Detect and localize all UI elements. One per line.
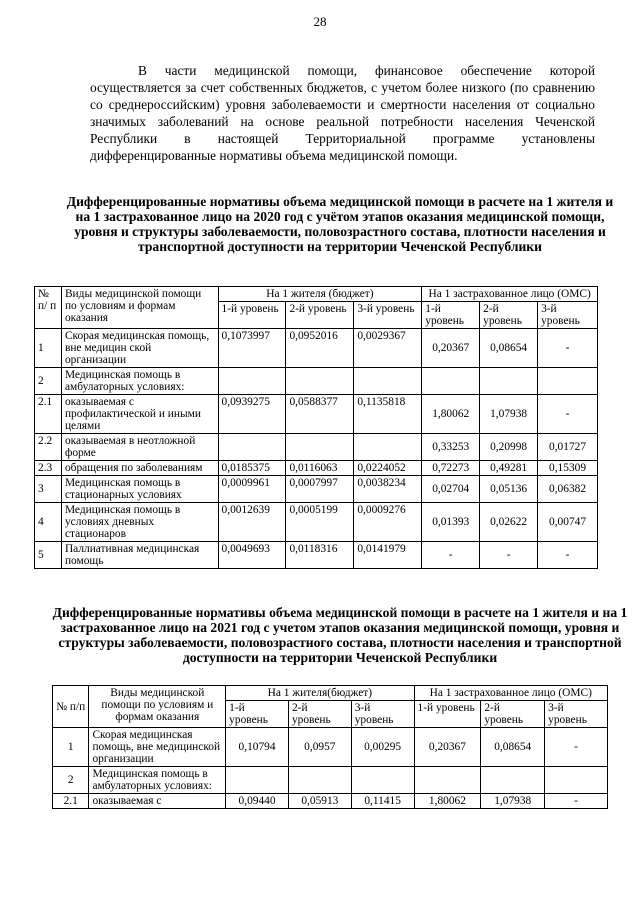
- cell-o3: -: [538, 329, 598, 368]
- cell-b2: 0,0116063: [286, 461, 354, 476]
- cell-b2: [286, 368, 354, 395]
- table-row: [35, 368, 598, 395]
- cell-b1: 0,0939275: [218, 395, 286, 434]
- header-level: 1-й уровень: [218, 302, 286, 329]
- cell-b1: 0,0185375: [218, 461, 286, 476]
- header-level: 3-й уровень: [538, 302, 598, 329]
- cell-o2: -: [480, 542, 538, 569]
- cell-o1: 1,80062: [422, 395, 480, 434]
- header-level: 1-й уровень: [422, 302, 480, 329]
- cell-o1: -: [422, 542, 480, 569]
- row-num: 1: [53, 728, 89, 767]
- header-level: 3-й уровень: [545, 701, 608, 728]
- row-name: Медицинская помощь в амбулаторных условиях:: [61, 368, 218, 395]
- cell-o3: 0,15309: [538, 461, 598, 476]
- cell-o2: 0,05136: [480, 476, 538, 503]
- header-level: 3-й уровень: [354, 302, 422, 329]
- cell-o3: -: [545, 728, 608, 767]
- cell-o2: [480, 368, 538, 395]
- cell-o1: 0,01393: [422, 503, 480, 542]
- page-number: 28: [313, 14, 327, 29]
- table-row: [35, 503, 598, 542]
- row-name: Скорая медицинская помощь, вне медицин ской организации: [61, 329, 218, 368]
- row-name: оказываемая с: [89, 794, 226, 809]
- header-level: 1-й уровень: [414, 701, 481, 728]
- header-level: 2-й уровень: [480, 302, 538, 329]
- row-name: Медицинская помощь в стационарных условиях: [61, 476, 218, 503]
- cell-b2: [286, 434, 354, 461]
- cell-o3: -: [545, 794, 608, 809]
- cell-b3: 0,1135818: [354, 395, 422, 434]
- cell-b3: 0,0224052: [354, 461, 422, 476]
- table-row: [35, 395, 598, 434]
- cell-o2: 0,08654: [481, 728, 545, 767]
- row-num: 2.3: [35, 461, 62, 476]
- cell-b3: 0,0141979: [354, 542, 422, 569]
- table-2020: [34, 286, 598, 569]
- row-name: оказываемая в неотложной форме: [61, 434, 218, 461]
- cell-o3: [538, 368, 598, 395]
- cell-b3: 0,0038234: [354, 476, 422, 503]
- cell-o3: [545, 767, 608, 794]
- header-type: Виды медицинской помощи по условиям и формам оказания: [89, 686, 226, 728]
- row-name: Медицинская помощь в амбулаторных условиях:: [89, 767, 226, 794]
- row-num: 5: [35, 542, 62, 569]
- row-num: 2: [53, 767, 89, 794]
- cell-o2: 0,49281: [480, 461, 538, 476]
- cell-b3: [354, 434, 422, 461]
- cell-b2: 0,0005199: [286, 503, 354, 542]
- cell-b2: 0,0957: [288, 728, 351, 767]
- table-row: [35, 476, 598, 503]
- row-num: 2.1: [53, 794, 89, 809]
- table-2021: [52, 685, 608, 809]
- cell-b1: [226, 767, 289, 794]
- header-level: 1-й уровень: [226, 701, 289, 728]
- header-level: 2-й уровень: [481, 701, 545, 728]
- row-num: 4: [35, 503, 62, 542]
- header-budget: На 1 жителя(бюджет): [226, 686, 414, 701]
- cell-b3: 0,0009276: [354, 503, 422, 542]
- cell-b1: 0,09440: [226, 794, 289, 809]
- header-level: 2-й уровень: [286, 302, 354, 329]
- row-name: Скорая медицинская помощь, вне медицинской организации: [89, 728, 226, 767]
- cell-b1: [218, 368, 286, 395]
- cell-o1: [422, 368, 480, 395]
- cell-b2: 0,05913: [288, 794, 351, 809]
- intro-paragraph: В части медицинской помощи, финансовое обеспечение которой осуществляется за счет собственных бюджетов, с учетом более низкого (по сравнению со среднероссийским) уровня заболеваемости и смертности населения от социально значимых заболеваний на основе реальной потребности населения Чеченской Республики в настоящей Территориальной программе установлены дифференцированные нормативы объема медицинской помощи.: [90, 63, 595, 163]
- cell-b2: 0,0118316: [286, 542, 354, 569]
- row-num: 2: [35, 368, 62, 395]
- header-oms: На 1 застрахованное лицо (ОМС): [422, 287, 598, 302]
- cell-b3: 0,0029367: [354, 329, 422, 368]
- table-header-row: [53, 686, 608, 701]
- table-row: [35, 542, 598, 569]
- cell-b2: [288, 767, 351, 794]
- cell-b1: 0,0009961: [218, 476, 286, 503]
- cell-b2: 0,0007997: [286, 476, 354, 503]
- row-num: 2.2: [35, 434, 62, 461]
- cell-o3: -: [538, 395, 598, 434]
- cell-b1: 0,0049693: [218, 542, 286, 569]
- row-name: Паллиативная медицинская помощь: [61, 542, 218, 569]
- row-num: 1: [35, 329, 62, 368]
- cell-o2: 0,02622: [480, 503, 538, 542]
- table-row: [53, 767, 608, 794]
- cell-o1: 1,80062: [414, 794, 481, 809]
- cell-o3: 0,01727: [538, 434, 598, 461]
- cell-b3: 0,00295: [351, 728, 414, 767]
- cell-b3: [354, 368, 422, 395]
- cell-o2: 1,07938: [480, 395, 538, 434]
- table-row: [53, 728, 608, 767]
- table-header-row: [35, 287, 598, 302]
- cell-o3: -: [538, 542, 598, 569]
- header-level: 2-й уровень: [288, 701, 351, 728]
- cell-o1: 0,20367: [414, 728, 481, 767]
- table-row: [35, 434, 598, 461]
- cell-b1: 0,10794: [226, 728, 289, 767]
- table-row: [35, 461, 598, 476]
- row-num: 3: [35, 476, 62, 503]
- cell-o2: 1,07938: [481, 794, 545, 809]
- cell-b2: 0,0952016: [286, 329, 354, 368]
- cell-b3: 0,11415: [351, 794, 414, 809]
- table-row: [53, 794, 608, 809]
- cell-o3: 0,00747: [538, 503, 598, 542]
- row-name: оказываемая с профилактической и иными целями: [61, 395, 218, 434]
- cell-o2: 0,20998: [480, 434, 538, 461]
- header-num: № п/п: [53, 686, 89, 728]
- header-budget: На 1 жителя (бюджет): [218, 287, 422, 302]
- cell-b1: [218, 434, 286, 461]
- table-row: [35, 329, 598, 368]
- cell-b1: 0,0012639: [218, 503, 286, 542]
- row-name: Медицинская помощь в условиях дневных стационаров: [61, 503, 218, 542]
- cell-o2: 0,08654: [480, 329, 538, 368]
- table1-title: Дифференцированные нормативы объема медицинской помощи в расчете на 1 жителя и на 1 застрахованное лицо на 2020 год с учётом этапов оказания медицинской помощи, уровня и структуры заболеваемости, половозрастного состава, плотности населения и транспортной доступности на территории Чеченской Республики: [66, 194, 614, 254]
- header-type: Виды медицинской помощи по условиям и формам оказания: [61, 287, 218, 329]
- header-level: 3-й уровень: [351, 701, 414, 728]
- header-num: № п/ п: [35, 287, 62, 329]
- table2-title: Дифференцированные нормативы объема медицинской помощи в расчете на 1 жителя и на 1 застрахованное лицо на 2021 год с учетом этапов оказания медицинской помощи, уровня и структуры заболеваемости, половозрастного состава, плотности населения и транспортной доступности на территории Чеченской Республики: [52, 605, 628, 665]
- cell-o2: [481, 767, 545, 794]
- cell-b1: 0,1073997: [218, 329, 286, 368]
- cell-o3: 0,06382: [538, 476, 598, 503]
- cell-o1: 0,72273: [422, 461, 480, 476]
- cell-o1: 0,33253: [422, 434, 480, 461]
- cell-o1: 0,20367: [422, 329, 480, 368]
- row-name: обращения по заболеваниям: [61, 461, 218, 476]
- cell-b3: [351, 767, 414, 794]
- cell-o1: [414, 767, 481, 794]
- cell-b2: 0,0588377: [286, 395, 354, 434]
- row-num: 2.1: [35, 395, 62, 434]
- header-oms: На 1 застрахованное лицо (ОМС): [414, 686, 607, 701]
- cell-o1: 0,02704: [422, 476, 480, 503]
